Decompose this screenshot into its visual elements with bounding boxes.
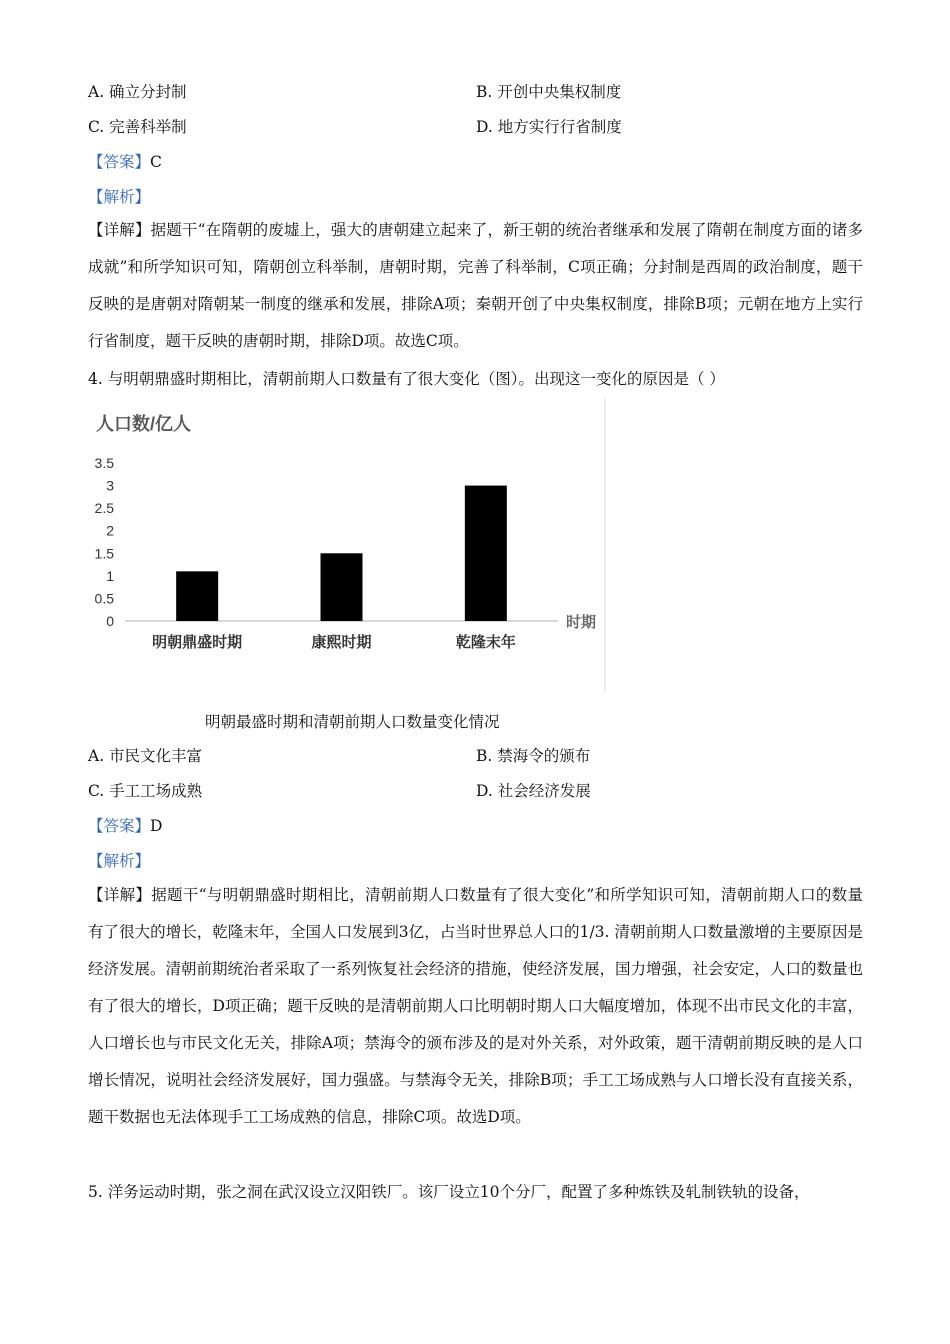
chart-y-tick-label: 3 bbox=[106, 477, 114, 494]
q4-stem: 4. 与明朝鼎盛时期相比，清朝前期人口数量有了很大变化（图）。出现这一变化的原因是（ ） bbox=[88, 370, 725, 388]
q4-answer-tag: 【答案】 bbox=[88, 817, 151, 835]
q4-option-b: B. 禁海令的颁布 bbox=[476, 747, 591, 765]
chart-bar bbox=[176, 571, 218, 621]
chart-y-tick-label: 1 bbox=[106, 567, 114, 584]
q4-option-c: C. 手工工场成熟 bbox=[88, 782, 203, 800]
chart-y-tick-label: 3.5 bbox=[94, 455, 114, 471]
q3-option-a: A. 确立分封制 bbox=[88, 83, 187, 101]
q3-detail-tag: 【详解】 bbox=[88, 221, 151, 239]
q3-analysis-tag: 【解析】 bbox=[88, 188, 151, 206]
chart-y-tick-label: 2.5 bbox=[94, 500, 114, 517]
q4-answer-value: D bbox=[150, 817, 163, 835]
q5-stem: 5. 洋务运动时期，张之洞在武汉设立汉阳铁厂。该厂设立10个分厂，配置了多种炼铁及轧制铁轨的设备， bbox=[88, 1183, 810, 1201]
chart-caption: 明朝最盛时期和清朝前期人口数量变化情况 bbox=[205, 713, 500, 731]
chart-y-axis-title: 人口数/亿人 bbox=[96, 414, 192, 434]
chart-x-tick-label: 康熙时期 bbox=[311, 634, 372, 651]
chart-x-tick-label: 明朝鼎盛时期 bbox=[152, 634, 243, 651]
chart-x-axis-title: 时期 bbox=[566, 614, 597, 631]
chart-bar bbox=[465, 486, 507, 621]
chart-y-tick-label: 0 bbox=[106, 613, 114, 629]
q3-answer bbox=[88, 151, 162, 173]
q4-option-a: A. 市民文化丰富 bbox=[88, 747, 203, 765]
q4-detail-tag: 【详解】 bbox=[88, 886, 152, 904]
population-bar-chart bbox=[88, 398, 608, 694]
q4-option-d: D. 社会经济发展 bbox=[476, 782, 591, 800]
q4-analysis-tag: 【解析】 bbox=[88, 852, 151, 870]
chart-y-tick-label: 1.5 bbox=[94, 545, 114, 562]
q3-option-d: D. 地方实行行省制度 bbox=[476, 118, 622, 136]
q3-option-c: C. 完善科举制 bbox=[88, 118, 187, 136]
chart-y-tick-label: 0.5 bbox=[94, 590, 114, 607]
q4-detail-text: 据题干“与明朝鼎盛时期相比，清朝前期人口数量有了很大变化”和所学知识可知，清朝前期人口的数量有了很大的增长，乾隆末年，全国人口发展到3亿，占当时世界总人口的1/3. 清朝前期人口数量激增的主要原因是经济发展。清朝前期统治者采取了一系列恢复社会经济的措施，使经济发展，国力增强，社会安定，人口的数量也有了很大的增长，D项正确；题干反映的是清朝前期人口比明朝时期人口大幅度增加，体现不出市民文化的丰富，人口增长也与市民文化无关，排除A项；禁海令的颁布涉及的是对外关系，对外政策，题干清朝前期反映的是人口增长情况，说明社会经济发展好，国力强盛。与禁海令无关，排除B项；手工工场成熟与人口增长没有直接关系，题干数据也无法体现手工工场成熟的信息，排除C项。故选D项。 bbox=[88, 886, 864, 1126]
chart-y-tick-label: 2 bbox=[106, 522, 114, 539]
q3-answer-value: C bbox=[150, 153, 162, 171]
q3-answer-tag: 【答案】 bbox=[88, 153, 151, 171]
chart-x-tick-label: 乾隆末年 bbox=[455, 634, 516, 651]
q3-detail-text: 据题干“在隋朝的废墟上，强大的唐朝建立起来了，新王朝的统治者继承和发展了隋朝在制度方面的诸多成就”和所学知识可知，隋朝创立科举制，唐朝时期，完善了科举制，C项正确；分封制是西周的政治制度，题干反映的是唐朝对隋朝某一制度的继承和发展，排除A项；秦朝开创了中央集权制度，排除B项；元朝在地方上实行行省制度，题干反映的唐朝时期，排除D项。故选C项。 bbox=[88, 221, 863, 350]
q4-detail bbox=[88, 877, 863, 1136]
chart-bar bbox=[321, 553, 363, 621]
q3-option-b: B. 开创中央集权制度 bbox=[476, 83, 622, 101]
q3-detail bbox=[88, 212, 863, 360]
q4-answer bbox=[88, 815, 162, 837]
